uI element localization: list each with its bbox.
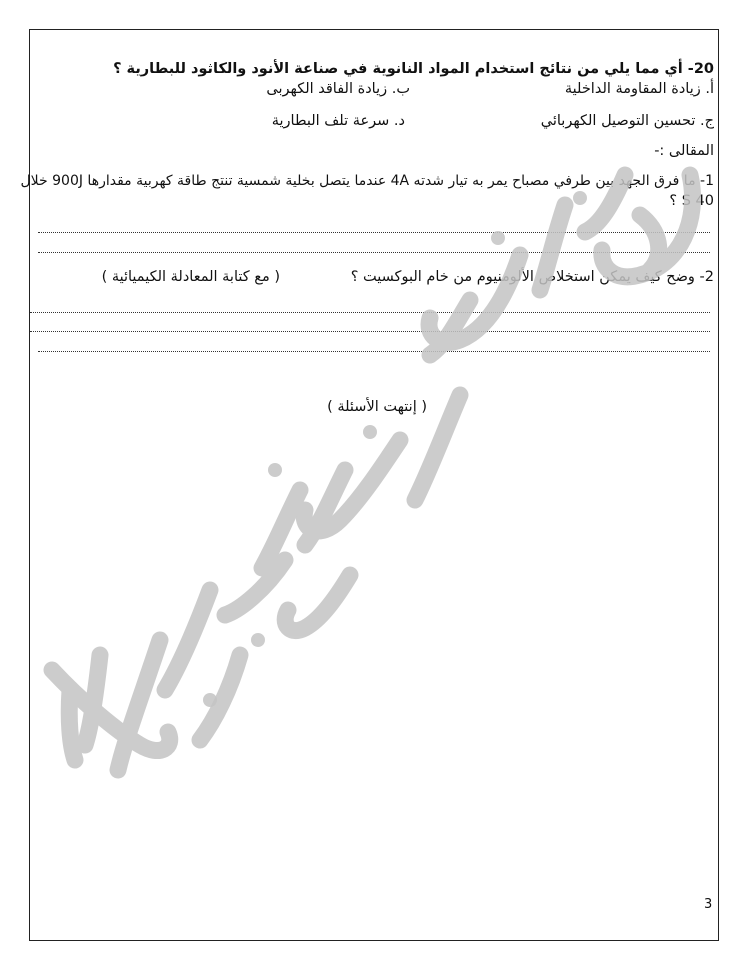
answer-line[interactable]: [38, 232, 710, 233]
option-d: د. سرعة تلف البطارية: [271, 113, 405, 129]
option-c: ج. تحسين التوصيل الكهربائي: [540, 113, 714, 129]
essay-question-1-line-2: 40 S ؟: [669, 193, 714, 209]
essay-question-2: 2- وضح كيف يمكن استخلاص الألومنيوم من خام البوكسيت ؟: [350, 269, 714, 285]
page-border: [29, 29, 719, 941]
essay-heading: المقالى :-: [654, 143, 714, 159]
answer-line[interactable]: [30, 331, 710, 332]
question-20-title: 20- أي مما يلي من نتائج استخدام المواد النانوية في صناعة الأنود والكاثود للبطارية ؟: [113, 61, 714, 77]
option-b: ب. زيادة الفاقد الكهربى: [266, 81, 410, 97]
end-of-questions: ( إنتهت الأسئلة ): [327, 399, 427, 415]
answer-line[interactable]: [38, 351, 710, 352]
essay-question-2-note: ( مع كتابة المعادلة الكيميائية ): [101, 269, 280, 285]
option-a: أ. زيادة المقاومة الداخلية: [564, 81, 714, 97]
answer-line[interactable]: [38, 252, 710, 253]
answer-line[interactable]: [30, 312, 710, 313]
page-number: 3: [704, 897, 713, 912]
essay-question-1-line-1: 1- ما فرق الجهد بين طرفي مصباح يمر به تيار شدته 4A عندما يتصل بخلية شمسية تنتج طاقة كهربية مقدارها 900J خلال: [20, 173, 714, 189]
